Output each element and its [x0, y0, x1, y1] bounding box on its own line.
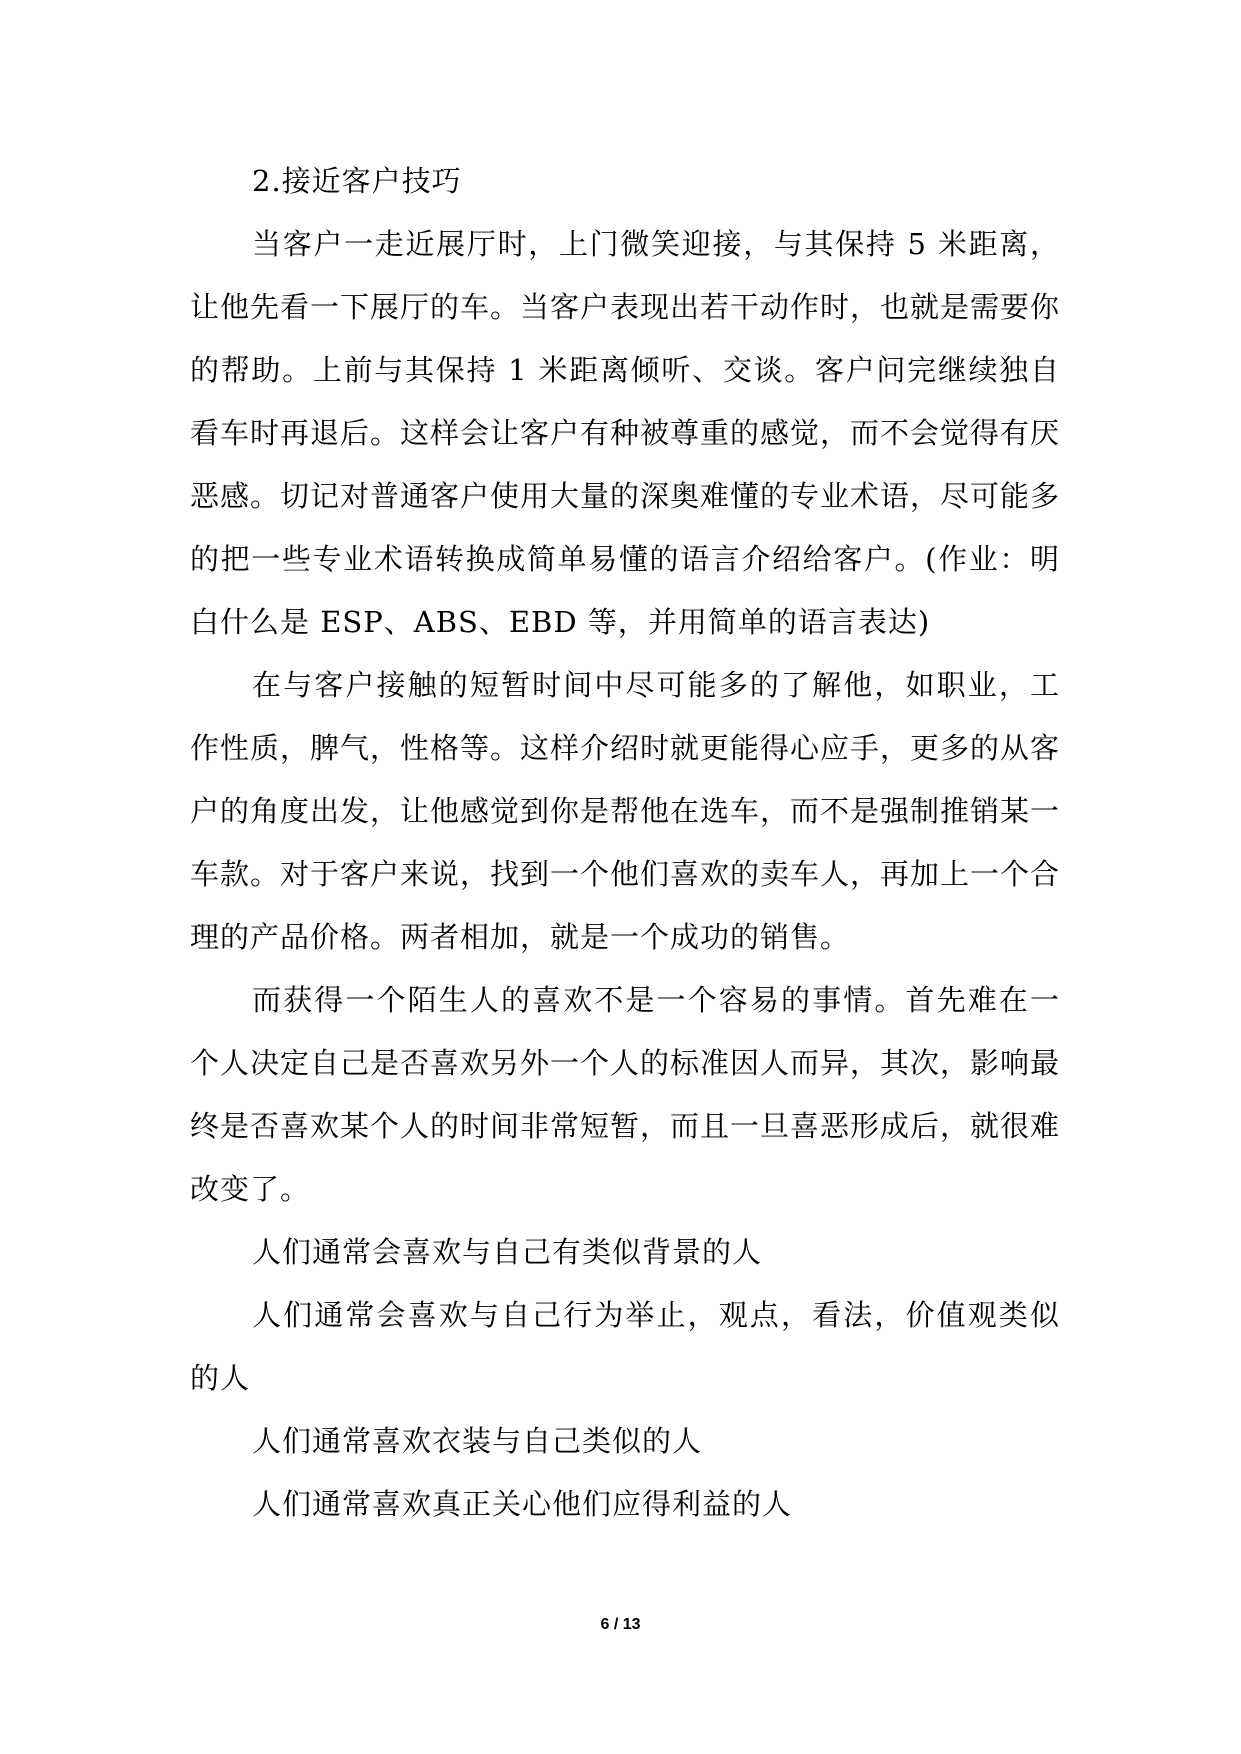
page-number: 6 / 13: [600, 1616, 641, 1633]
section-heading: 2.接近客户技巧: [252, 164, 462, 198]
list-item-similar-behavior: 人们通常会喜欢与自己行为举止，观点，看法，价值观类似的人: [190, 1298, 1060, 1395]
list-item-genuine-care: 人们通常喜欢真正关心他们应得利益的人: [252, 1487, 793, 1521]
paragraph-approach-customer: 当客户一走近展厅时，上门微笑迎接，与其保持 5 米距离，让他先看一下展厅的车。当客户表现出若干动作时，也就是需要你的帮助。上前与其保持 1 米距离倾听、交谈。客户问完继续独自看车时再退后。这样会让客户有种被尊重的感觉，而不会觉得有厌恶感。切记对普通客户使用大量的深奥难懂的专业术语，尽可能多的把一些专业术语转换成简单易懂的语言介绍给客户。(作业：明白什么是 ESP、ABS、EBD 等，并用简单的语言表达): [190, 227, 1061, 639]
list-item-similar-clothing: 人们通常喜欢衣装与自己类似的人: [252, 1424, 703, 1458]
document-body: [190, 150, 1060, 1536]
paragraph-understand-customer: 在与客户接触的短暂时间中尽可能多的了解他，如职业，工作性质，脾气，性格等。这样介绍时就更能得心应手，更多的从客户的角度出发，让他感觉到你是帮他在选车，而不是强制推销某一车款。对于客户来说，找到一个他们喜欢的卖车人，再加上一个合理的产品价格。两者相加，就是一个成功的销售。: [190, 668, 1061, 954]
paragraph-being-liked: 而获得一个陌生人的喜欢不是一个容易的事情。首先难在一个人决定自己是否喜欢另外一个人的标准因人而异，其次，影响最终是否喜欢某个人的时间非常短暂，而且一旦喜恶形成后，就很难改变了。: [190, 983, 1061, 1206]
list-item-similar-background: 人们通常会喜欢与自己有类似背景的人: [252, 1235, 763, 1269]
